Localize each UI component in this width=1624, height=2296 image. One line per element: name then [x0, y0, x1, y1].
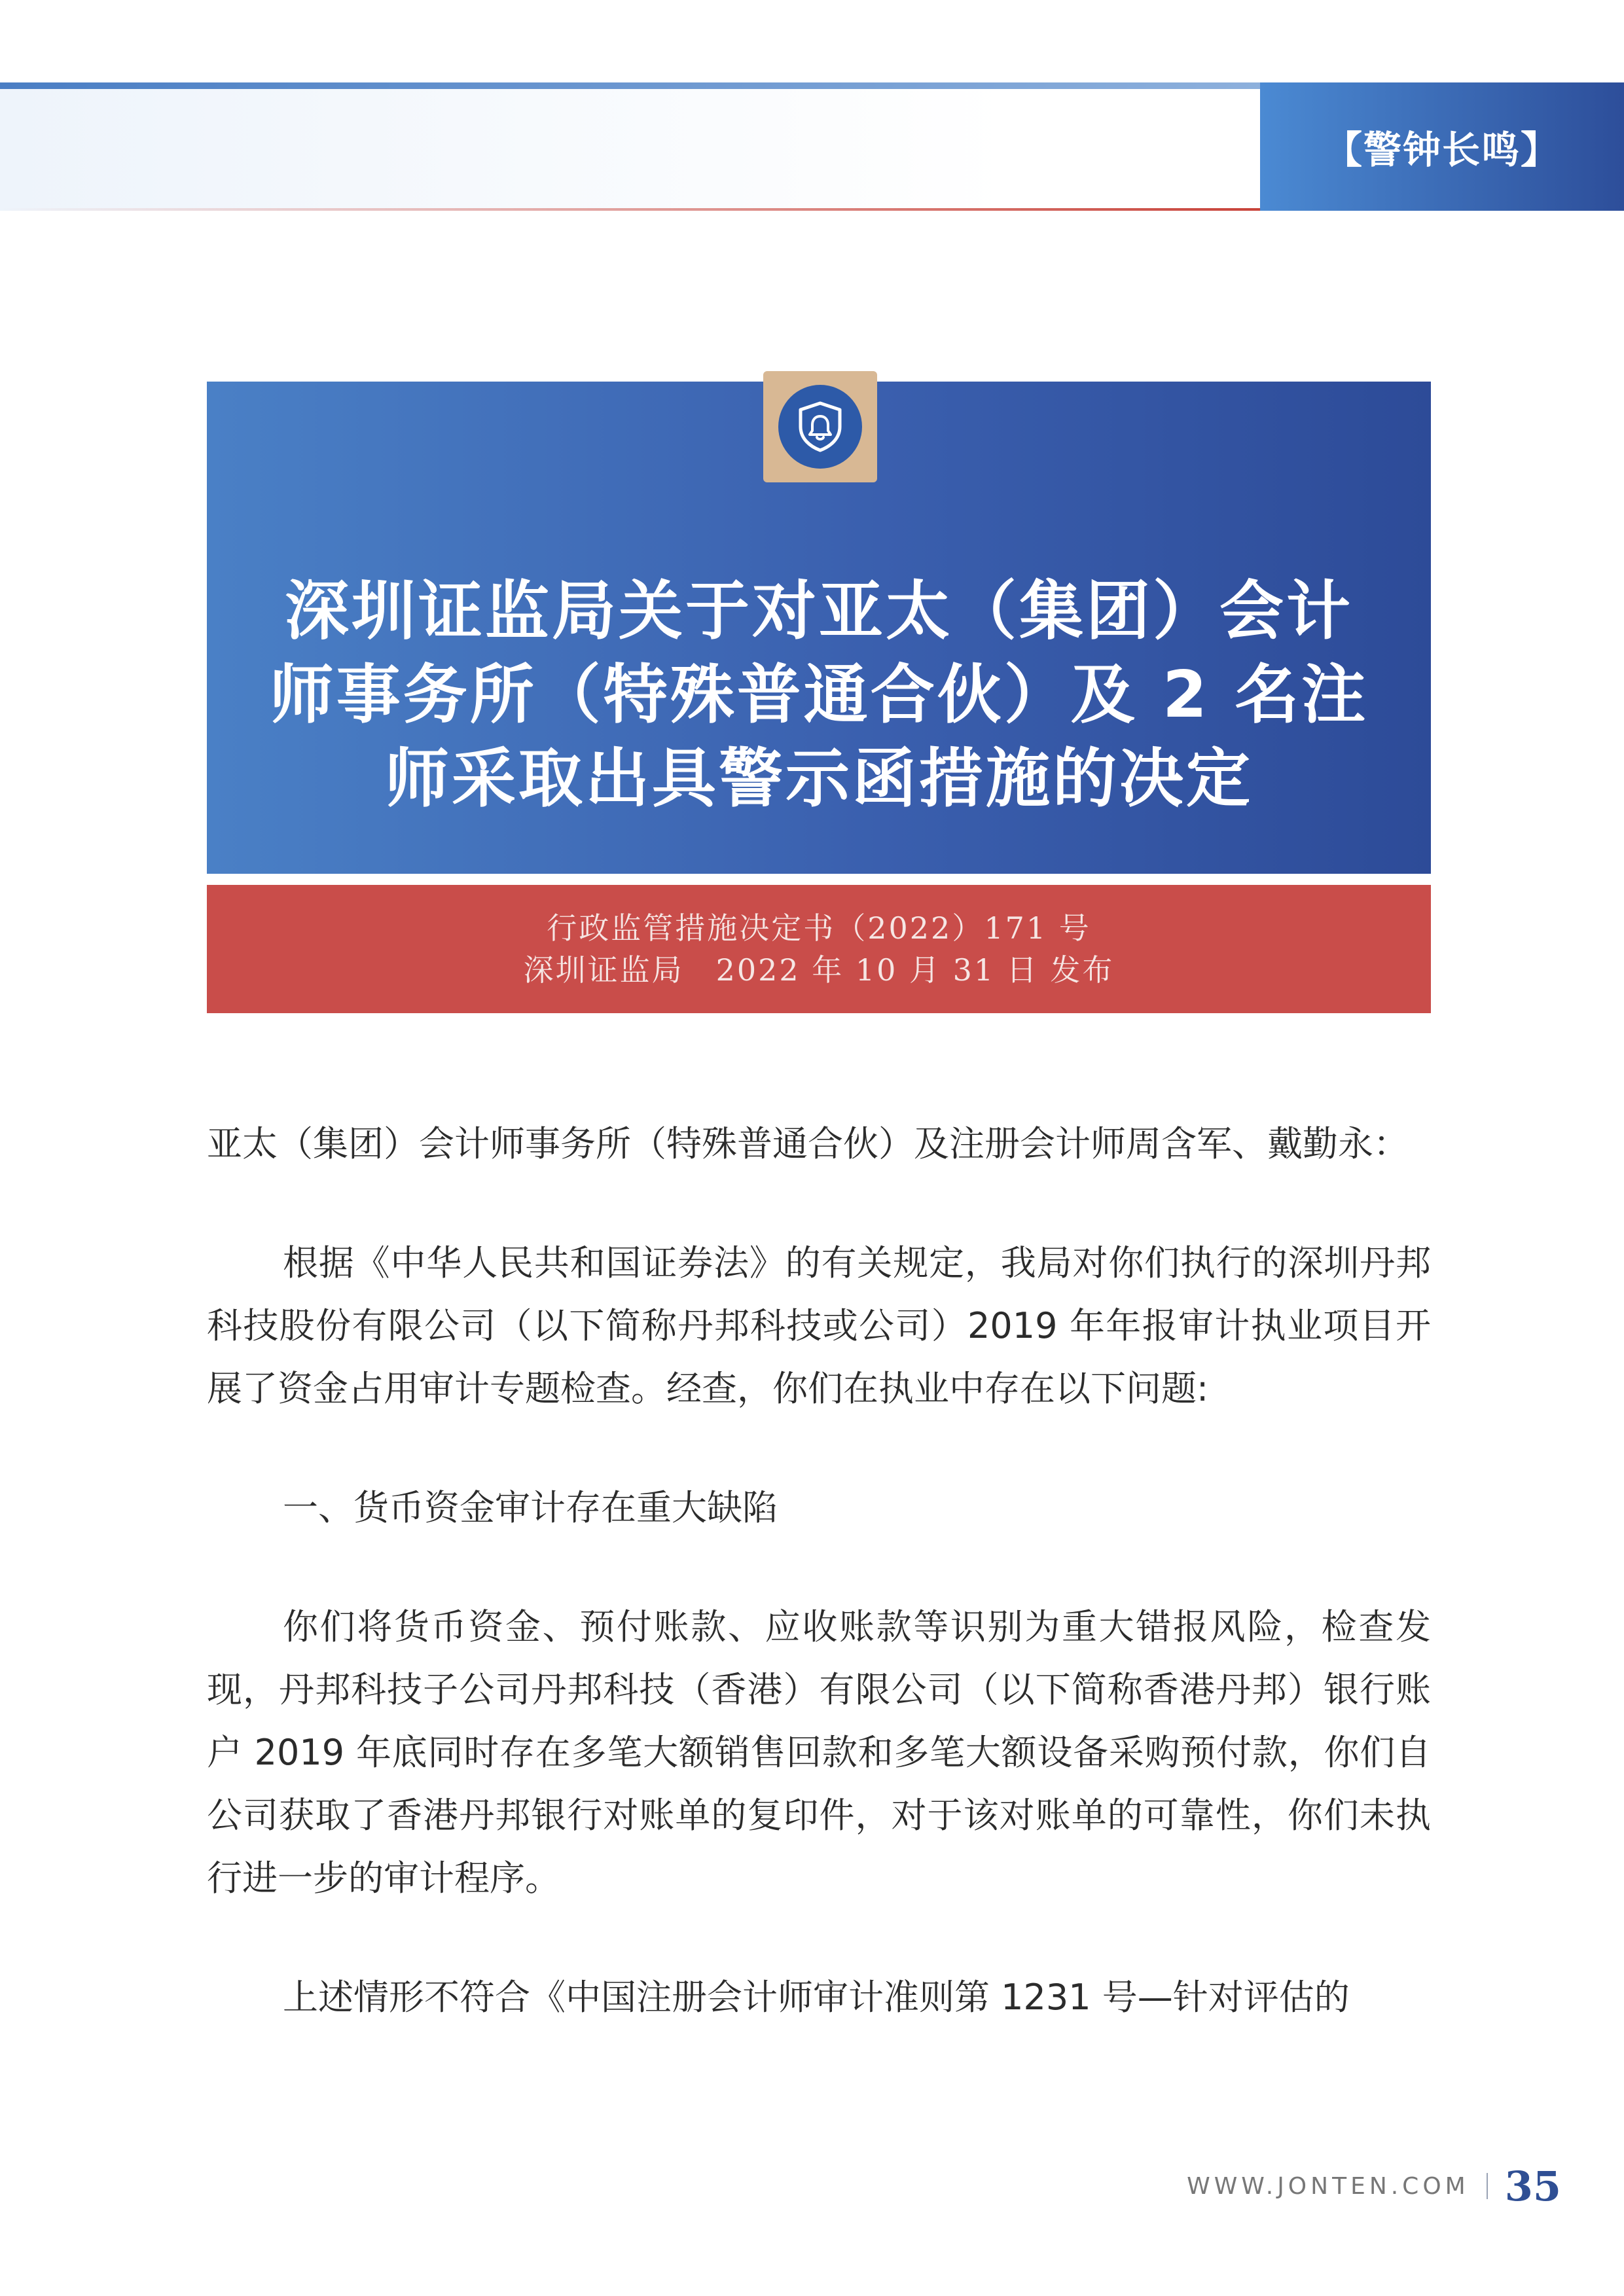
page-title [207, 569, 1431, 821]
header-red-rule [0, 208, 1260, 211]
paragraph: 根据《中华人民共和国证券法》的有关规定，我局对你们执行的深圳丹邦科技股份有限公司（以下简称丹邦科技或公司）2019 年年报审计执业项目开展了资金占用审计专题检查。经查，你们在执业中存在以下问题: [207, 1242, 1431, 1409]
document-number: 行政监管措施决定书（2022）171 号 [547, 910, 1091, 946]
document-body [207, 1113, 1431, 2029]
website-link[interactable]: WWW.JONTEN.COM [1187, 2172, 1470, 2200]
shield-bell-icon [778, 385, 862, 469]
header-band [0, 89, 1260, 211]
section-tag [1260, 82, 1624, 211]
section-tag-label: 【警钟长鸣】 [1324, 128, 1560, 172]
title-line-3: 师采取出具警示函措施的决定 [384, 742, 1253, 816]
header-accent-line [0, 82, 1263, 89]
salutation: 亚太（集团）会计师事务所（特殊普通合伙）及注册会计师周含军、戴勤永： [207, 1123, 1409, 1164]
issuer-and-date: 深圳证监局 2022 年 10 月 31 日 发布 [523, 952, 1115, 988]
page-footer [1187, 2160, 1561, 2212]
document-info-panel [207, 885, 1431, 1013]
title-line-2: 师事务所（特殊普通合伙）及 2 名注 [269, 658, 1369, 732]
paragraph: 你们将货币资金、预付账款、应收账款等识别为重大错报风险，检查发现，丹邦科技子公司丹邦科技（香港）有限公司（以下简称香港丹邦）银行账户 2019 年底同时存在多笔大额销售回款和多笔大额设备采购预付款，你们自公司获取了香港丹邦银行对账单的复印件，对于该对账单的可靠性，你们未执行进一步的审计程序。 [207, 1606, 1431, 1899]
title-line-1: 深圳证监局关于对亚太（集团）会计 [284, 574, 1353, 649]
shield-bell-badge [763, 371, 877, 482]
section-heading: 一、货币资金审计存在重大缺陷 [283, 1487, 778, 1528]
paragraph: 上述情形不符合《中国注册会计师审计准则第 1231 号—针对评估的 [283, 1977, 1350, 2018]
page-number: 35 [1504, 2162, 1561, 2210]
footer-divider [1487, 2173, 1488, 2199]
